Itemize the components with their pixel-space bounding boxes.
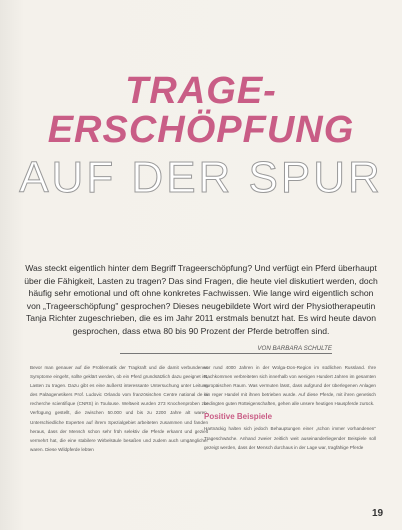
lead-paragraph: Was steckt eigentlich hinter dem Begriff Trageerschöpfung? Und verfügt ein Pferd überhaupt über die Fähigkeit, Lasten zu tragen? Das sind Fragen, die heute viel diskutiert werden, doch häufig sehr emotional und oft ohne konkretes Fachwissen. Wie lange wird eigentlich schon von „Trageerschöpfung" gesprochen? Dieses neugebildete Wort wird der Physiotherapeutin Tanja Richter zugeschrieben, die es im Jahr 2011 erstmals benutzt hat. Es wird heute davon gesprochen, dass etwa 80 bis 90 Prozent der Pferde betroffen sind.	[24, 263, 378, 336]
body-column-right	[204, 363, 376, 452]
page-number: 19	[372, 508, 384, 519]
body-text-right-top: vor rund 4000 Jahren in der Wolga-Don-Region im südlichen Russland. Ihre Nachkommen verbreiteten sich innerhalb von wenigen Hundert Jahren im gesamten europäischen Raum. Was vermuten lässt, dass aufgrund der überlegenen Anlagen ein reger Handel mit ihnen betrieben wurde. Auf diese Pferde, mit ihren genetisch bedingten guten Rotteigenschaften, gehen alle unsere heutigen Hauspferde zurück.	[204, 365, 376, 407]
body-column-left	[30, 363, 208, 454]
headline-line-3: AUF DER SPUR	[19, 153, 383, 202]
headline-line-1: TRAGE-	[125, 70, 277, 112]
subheading: Positive Beispiele	[204, 412, 273, 422]
byline: VON BARBARA SCHULTE	[120, 345, 332, 354]
headline-line-2: ERSCHÖPFUNG	[47, 109, 355, 151]
body-text-right-bottom: Hartnäckig halten sich jedoch Behauptungen einer „schon immer vorhandenen" Trageschwäche. Anhand zweier zeitlich weit auseinanderliegender Beispiele soll gezeigt werden, dass der Mensch durchaus in der Lage war, tragfähige Pferde	[204, 426, 376, 450]
body-text-left: Bevor man genauer auf die Problematik der Tragkraft und die damit verbundenen Symptome eingeht, sollte geklärt werden, ob ein Pferd grundsätzlich dazu geeignet ist, Lasten zu tragen. Dazu gibt es eine äußerst interessante Untersuchung unter Leitung des Paläogenetikers Prof. Ludovic Orlando vom französischen Centre national de la recherche scientifique (CNRS) in Toulouse. Weltweit wurden 273 Knochenproben zur Verfügung gestellt, die zwischen 50.000 und bis zu 2200 Jahre alt waren. Unterschiedliche Experten auf ihrem Spezialgebiet arbeiteten zusammen und fanden heraus, dass der Mensch schon sehr früh selektiv die Pferde erkannt und gezielt vermehrt hat, die eine stabilere Wirbelsäule besaßen und zudem auch umgänglicher waren. Diese Wildpferde lebten	[30, 365, 208, 452]
